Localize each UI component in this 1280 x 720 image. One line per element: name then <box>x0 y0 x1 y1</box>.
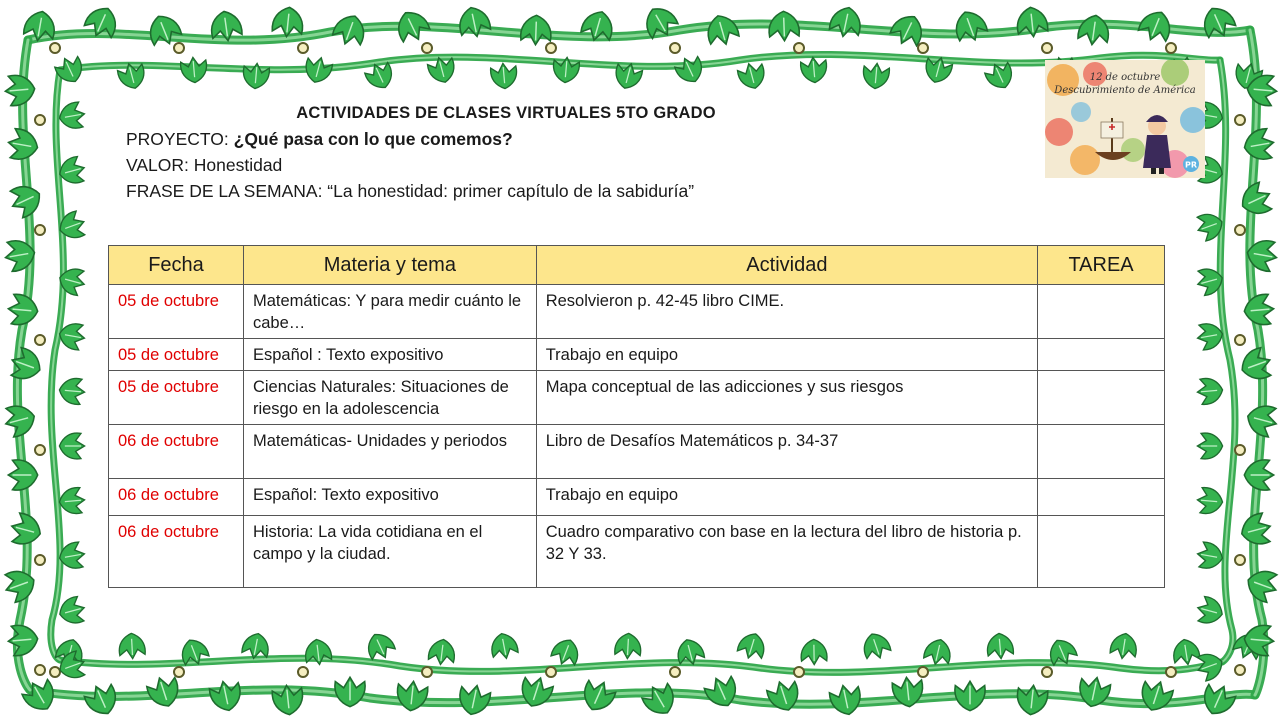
berry-dot <box>174 667 184 677</box>
berry-dot <box>1042 43 1052 53</box>
berry-dot <box>1235 115 1245 125</box>
cell-actividad: Cuadro comparativo con base en la lectura del libro de historia p. 32 Y 33. <box>536 516 1037 588</box>
leaf-icon <box>2 402 38 439</box>
berry-dot <box>546 667 556 677</box>
frase-line: FRASE DE LA SEMANA: “La honestidad: primer capítulo de la sabiduría” <box>126 181 695 201</box>
leaf-icon <box>1196 487 1223 515</box>
thumbnail-line1: 12 de octubre <box>1089 72 1161 83</box>
leaf-icon <box>1238 512 1274 549</box>
leaf-icon <box>1109 632 1139 661</box>
leaf-icon <box>801 639 827 665</box>
leaf-icon <box>614 633 641 660</box>
cell-tarea <box>1038 479 1165 516</box>
page-title: ACTIVIDADES DE CLASES VIRTUALES 5TO GRADO <box>296 104 716 122</box>
proyecto-value: ¿Qué pasa con lo que comemos? <box>233 129 513 149</box>
cell-tarea <box>1038 285 1165 339</box>
leaf-icon <box>395 680 428 712</box>
leaf-icon <box>1077 13 1111 46</box>
leaf-icon <box>1136 7 1175 46</box>
leaf-icon <box>4 74 36 107</box>
berry-dot <box>1235 445 1245 455</box>
leaf-icon <box>800 56 828 83</box>
leaf-icon <box>828 4 864 39</box>
leaf-icon <box>456 682 492 717</box>
leaf-icon <box>673 53 707 87</box>
leaf-icon <box>208 678 244 713</box>
berry-dot <box>1235 225 1245 235</box>
leaf-icon <box>331 11 369 49</box>
cell-actividad: Libro de Desafíos Matemáticos p. 34-37 <box>536 425 1037 479</box>
leaf-icon <box>517 673 555 710</box>
berry-dot <box>50 667 60 677</box>
leaf-icon <box>768 11 799 41</box>
berry-dot <box>1042 667 1052 677</box>
berry-dot <box>918 667 928 677</box>
leaf-icon <box>1244 460 1273 490</box>
columbus-day-image <box>1045 60 1205 178</box>
leaf-icon <box>1196 377 1223 405</box>
header-tarea: TAREA <box>1038 246 1165 285</box>
leaf-icon <box>6 180 45 220</box>
header-block <box>126 100 1026 204</box>
cell-materia: Español: Texto expositivo <box>243 479 536 516</box>
leaf-icon <box>363 629 397 663</box>
leaf-icon <box>59 433 84 459</box>
berry-dot <box>1235 555 1245 565</box>
leaf-icon <box>578 676 618 715</box>
cell-fecha: 05 de octubre <box>109 371 244 425</box>
leaf-icon <box>828 682 864 717</box>
leaf-icon <box>58 487 85 515</box>
berry-dot <box>35 445 45 455</box>
leaf-icon <box>180 56 208 83</box>
leaf-icon <box>703 12 740 49</box>
cell-materia: Historia: La vida cotidiana en el campo y la ciudad. <box>243 516 536 588</box>
leaf-icon <box>1171 638 1201 667</box>
leaf-icon <box>1198 680 1238 719</box>
berry-dot <box>794 43 804 53</box>
leaf-icon <box>82 680 122 719</box>
cell-actividad: Resolvieron p. 42-45 libro CIME. <box>536 285 1037 339</box>
leaf-icon <box>951 7 989 45</box>
leaf-icon <box>1197 433 1222 459</box>
leaf-icon <box>986 632 1014 659</box>
leaf-icon <box>923 637 954 667</box>
cell-materia: Matemáticas- Unidades y periodos <box>243 425 536 479</box>
leaf-icon <box>1137 677 1175 714</box>
leaf-icon <box>56 595 87 627</box>
valor-line: VALOR: Honestidad <box>126 155 283 175</box>
cell-tarea <box>1038 516 1165 588</box>
berry-dot <box>670 43 680 53</box>
leaf-icon <box>145 673 183 710</box>
leaf-icon <box>862 62 890 89</box>
leaf-icon <box>118 633 145 660</box>
berry-dot <box>298 667 308 677</box>
thumbnail-line2: Descubrimiento de América <box>1054 85 1196 96</box>
cell-tarea <box>1038 339 1165 371</box>
cell-fecha: 06 de octubre <box>109 516 244 588</box>
berry-dot <box>546 43 556 53</box>
cell-fecha: 05 de octubre <box>109 339 244 371</box>
leaf-icon <box>1194 595 1225 627</box>
activities-table <box>108 245 1165 588</box>
cell-tarea <box>1038 371 1165 425</box>
cell-fecha: 06 de octubre <box>109 479 244 516</box>
berry-dot <box>1166 43 1176 53</box>
leaf-icon <box>7 346 45 384</box>
leaf-icon <box>8 512 44 549</box>
leaf-icon <box>765 677 803 714</box>
cell-fecha: 06 de octubre <box>109 425 244 479</box>
cell-materia: Ciencias Naturales: Situaciones de riesgo en la adolescencia <box>243 371 536 425</box>
leaf-icon <box>8 460 37 490</box>
leaf-icon <box>736 630 768 662</box>
leaf-icon <box>1244 402 1280 439</box>
leaf-icon <box>955 681 985 710</box>
cell-fecha: 05 de octubre <box>109 285 244 339</box>
leaf-icon <box>1243 294 1275 327</box>
header-actividad: Actividad <box>536 246 1037 285</box>
leaf-icon <box>549 636 582 669</box>
leaf-icon <box>1195 541 1224 571</box>
leaf-icon <box>1015 684 1048 716</box>
berry-dot <box>35 665 45 675</box>
proyecto-label: PROYECTO: <box>126 129 234 149</box>
table-row <box>109 516 1165 588</box>
cell-materia: Matemáticas: Y para medir cuánto le cabe… <box>243 285 536 339</box>
berry-dot <box>298 43 308 53</box>
proyecto-line <box>126 126 1026 152</box>
leaf-icon <box>335 677 365 706</box>
cell-actividad: Trabajo en equipo <box>536 339 1037 371</box>
table-row <box>109 425 1165 479</box>
table-row <box>109 339 1165 371</box>
table-row <box>109 285 1165 339</box>
cell-actividad: Trabajo en equipo <box>536 479 1037 516</box>
cell-tarea <box>1038 425 1165 479</box>
leaf-icon <box>1 566 39 604</box>
leaf-icon <box>489 631 519 661</box>
cell-actividad: Mapa conceptual de las adicciones y sus riesgos <box>536 371 1037 425</box>
leaf-icon <box>520 15 551 45</box>
leaf-icon <box>7 294 39 327</box>
cell-materia: Español : Texto expositivo <box>243 339 536 371</box>
leaf-icon <box>6 128 40 163</box>
leaf-icon <box>428 638 457 666</box>
berry-dot <box>1235 335 1245 345</box>
leaf-icon <box>1242 128 1276 163</box>
berry-dot <box>1235 665 1245 675</box>
berry-dot <box>1166 667 1176 677</box>
leaf-icon <box>640 680 681 720</box>
berry-dot <box>174 43 184 53</box>
berry-dot <box>50 43 60 53</box>
leaf-icon <box>58 377 85 405</box>
header-materia: Materia y tema <box>243 246 536 285</box>
leaf-icon <box>1236 180 1275 220</box>
header-fecha: Fecha <box>109 246 244 285</box>
table-row <box>109 371 1165 425</box>
thumbnail-badge: PR <box>1184 160 1198 170</box>
table-header-row <box>109 246 1165 285</box>
berry-dot <box>35 555 45 565</box>
leaf-icon <box>860 630 893 662</box>
berry-dot <box>35 225 45 235</box>
leaf-icon <box>1237 346 1275 384</box>
leaf-icon <box>736 60 768 91</box>
leaf-icon <box>702 672 742 711</box>
vine-stroke <box>1220 60 1235 662</box>
leaf-icon <box>302 54 334 85</box>
leaf-icon <box>7 624 39 657</box>
table-row <box>109 479 1165 516</box>
berry-dot <box>794 667 804 677</box>
leaf-icon <box>392 6 432 46</box>
berry-dot <box>35 335 45 345</box>
leaf-icon <box>1243 566 1280 604</box>
berry-dot <box>35 115 45 125</box>
berry-dot <box>918 43 928 53</box>
berry-dot <box>422 667 432 677</box>
berry-dot <box>422 43 432 53</box>
leaf-icon <box>490 62 518 89</box>
leaf-icon <box>57 101 86 131</box>
berry-dot <box>670 667 680 677</box>
